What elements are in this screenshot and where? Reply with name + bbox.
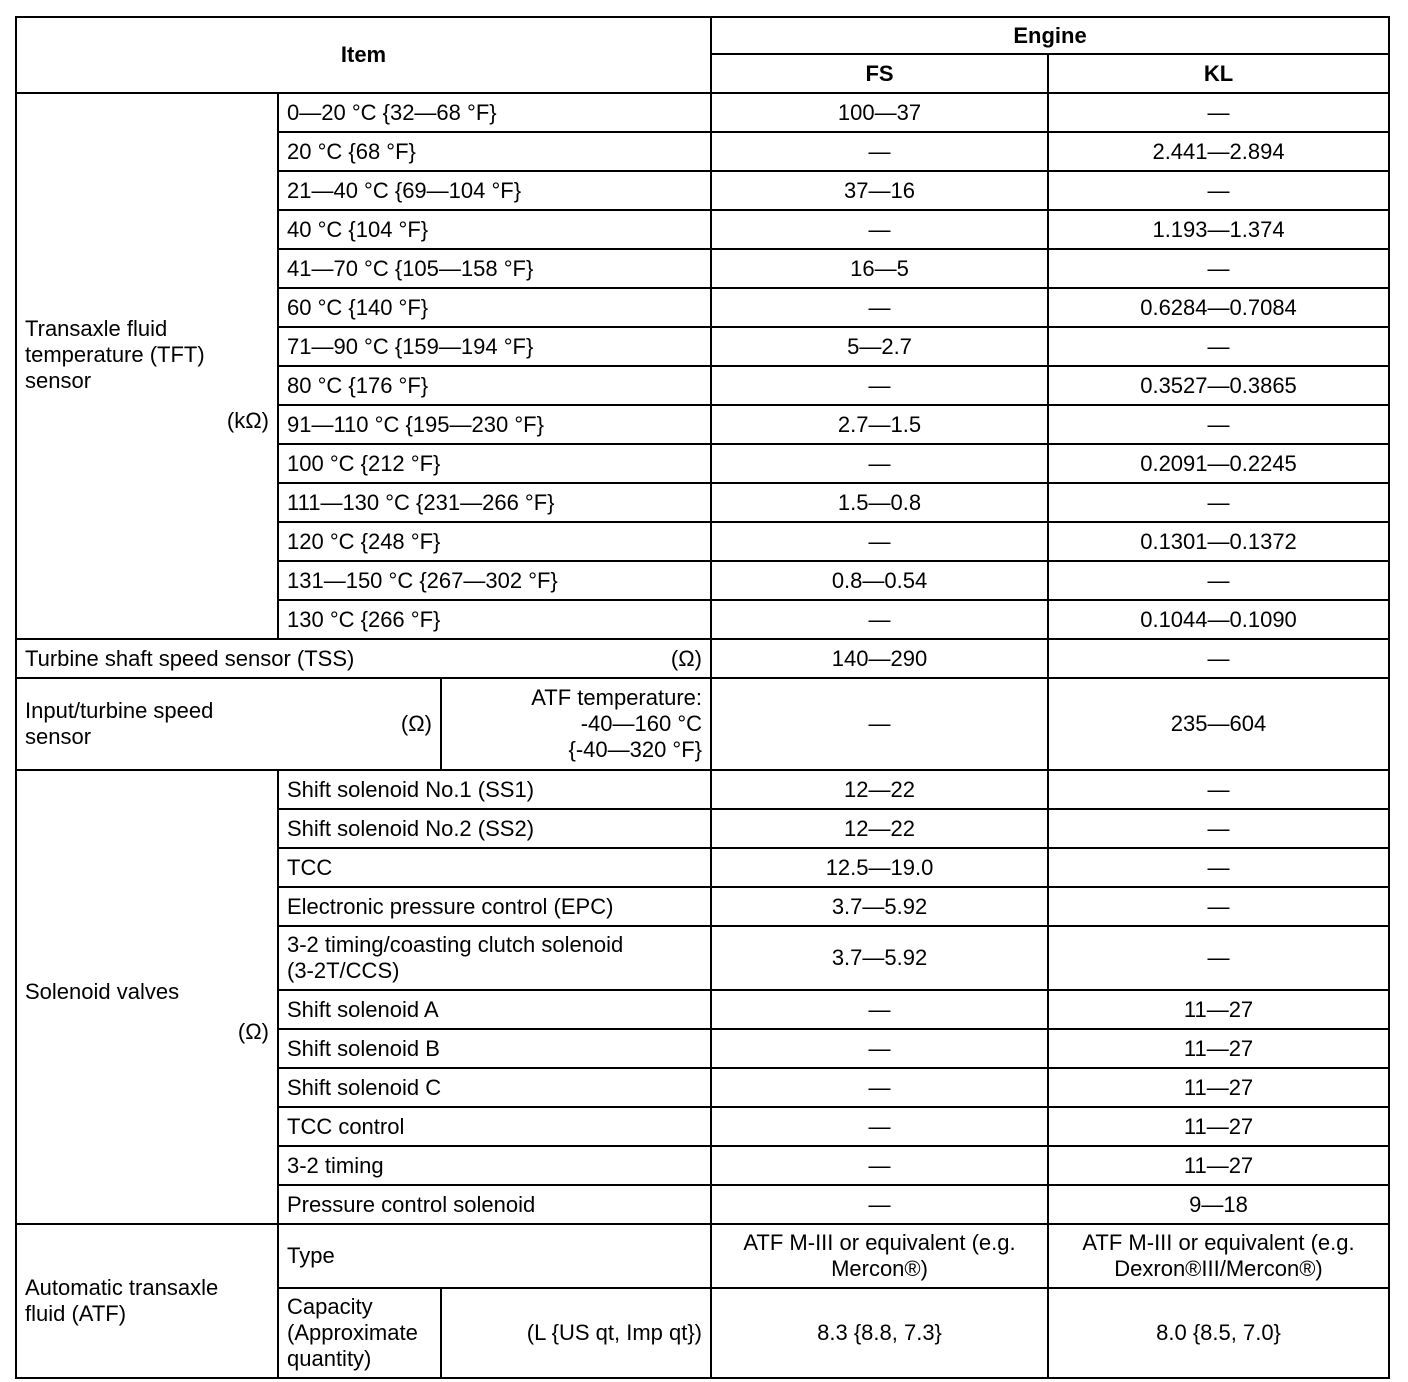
tft-label-line: sensor xyxy=(25,368,92,393)
atf-capacity-label xyxy=(278,1288,441,1378)
solenoid-name: TCC xyxy=(278,848,711,887)
solenoid-name: Shift solenoid C xyxy=(278,1068,711,1107)
tft-kl-value: 0.1044—0.1090 xyxy=(1048,600,1389,639)
solenoid-name: Electronic pressure control (EPC) xyxy=(278,887,711,926)
tft-fs-value: — xyxy=(711,600,1048,639)
tft-sensor-label xyxy=(16,93,278,639)
atf-label-line: fluid (ATF) xyxy=(25,1301,127,1326)
specification-table xyxy=(15,16,1390,1379)
tft-label-line: temperature (TFT) xyxy=(25,342,205,367)
tft-fs-value: 37—16 xyxy=(711,171,1048,210)
solenoid-fs-value: 3.7—5.92 xyxy=(711,887,1048,926)
tft-fs-value: 0.8—0.54 xyxy=(711,561,1048,600)
table-row xyxy=(16,1224,1389,1288)
solenoid-name: Pressure control solenoid xyxy=(278,1185,711,1224)
solenoid-name xyxy=(278,926,711,990)
header-fs: FS xyxy=(711,54,1048,93)
solenoid-fs-value: — xyxy=(711,1185,1048,1224)
solenoid-name: Shift solenoid A xyxy=(278,990,711,1029)
solenoid-name: TCC control xyxy=(278,1107,711,1146)
tft-temp: 20 °C {68 °F} xyxy=(278,132,711,171)
condition-line: ATF temperature: xyxy=(531,685,703,710)
input-speed-condition xyxy=(441,678,711,770)
atf-type-fs-line: ATF M-III or equivalent (e.g. xyxy=(743,1230,1016,1255)
solenoid-fs-value: 12—22 xyxy=(711,809,1048,848)
tft-unit: (kΩ) xyxy=(226,408,269,433)
tft-fs-value: 1.5—0.8 xyxy=(711,483,1048,522)
atf-type-kl-line: Dexron®III/Mercon®) xyxy=(1114,1256,1323,1281)
tft-temp: 41—70 °C {105—158 °F} xyxy=(278,249,711,288)
table-row xyxy=(16,770,1389,809)
atf-type-fs xyxy=(711,1224,1048,1288)
tft-fs-value: 5—2.7 xyxy=(711,327,1048,366)
input-speed-label-line: Input/turbine speed xyxy=(25,698,214,723)
tft-temp: 0—20 °C {32—68 °F} xyxy=(278,93,711,132)
solenoid-fs-value: 3.7—5.92 xyxy=(711,926,1048,990)
atf-type-fs-line: Mercon®) xyxy=(831,1256,928,1281)
tft-kl-value: — xyxy=(1048,171,1389,210)
solenoid-kl-value: — xyxy=(1048,926,1389,990)
solenoid-name: 3-2 timing xyxy=(278,1146,711,1185)
atf-type-kl-line: ATF M-III or equivalent (e.g. xyxy=(1082,1230,1355,1255)
tft-kl-value: — xyxy=(1048,561,1389,600)
tft-temp: 80 °C {176 °F} xyxy=(278,366,711,405)
tss-fs-value: 140—290 xyxy=(711,639,1048,678)
atf-capacity-kl: 8.0 {8.5, 7.0} xyxy=(1048,1288,1389,1378)
tft-temp: 91—110 °C {195—230 °F} xyxy=(278,405,711,444)
solenoid-kl-value: 11—27 xyxy=(1048,1029,1389,1068)
tft-temp: 130 °C {266 °F} xyxy=(278,600,711,639)
tft-kl-value: — xyxy=(1048,483,1389,522)
solenoid-name: Shift solenoid B xyxy=(278,1029,711,1068)
solenoid-unit: (Ω) xyxy=(237,1019,269,1044)
tss-unit: (Ω) xyxy=(670,645,703,671)
tft-kl-value: 1.193—1.374 xyxy=(1048,210,1389,249)
tft-kl-value: 0.6284—0.7084 xyxy=(1048,288,1389,327)
header-kl: KL xyxy=(1048,54,1389,93)
solenoid-kl-value: 11—27 xyxy=(1048,1146,1389,1185)
atf-label xyxy=(16,1224,278,1378)
tft-fs-value: 16—5 xyxy=(711,249,1048,288)
tft-temp: 131—150 °C {267—302 °F} xyxy=(278,561,711,600)
solenoid-kl-value: 11—27 xyxy=(1048,990,1389,1029)
solenoid-valves-label xyxy=(16,770,278,1224)
atf-label-line: Automatic transaxle xyxy=(25,1275,219,1300)
atf-capacity-line: (Approximate xyxy=(287,1320,418,1345)
solenoid-kl-value: — xyxy=(1048,887,1389,926)
table-row xyxy=(16,678,1389,770)
atf-capacity-line: Capacity xyxy=(287,1294,373,1319)
tft-label-line: Transaxle fluid xyxy=(25,316,168,341)
input-speed-label-line: sensor xyxy=(25,724,92,749)
tft-fs-value: 2.7—1.5 xyxy=(711,405,1048,444)
solenoid-kl-value: — xyxy=(1048,848,1389,887)
tft-temp: 120 °C {248 °F} xyxy=(278,522,711,561)
solenoid-fs-value: 12.5—19.0 xyxy=(711,848,1048,887)
tft-temp: 40 °C {104 °F} xyxy=(278,210,711,249)
atf-capacity-unit: (L {US qt, Imp qt}) xyxy=(441,1288,711,1378)
solenoid-fs-value: — xyxy=(711,1068,1048,1107)
header-item: Item xyxy=(16,17,711,93)
solenoid-kl-value: 9—18 xyxy=(1048,1185,1389,1224)
tss-label: Turbine shaft speed sensor (TSS) xyxy=(25,645,355,671)
tft-fs-value: — xyxy=(711,132,1048,171)
tft-fs-value: — xyxy=(711,522,1048,561)
tft-kl-value: 0.1301—0.1372 xyxy=(1048,522,1389,561)
tss-kl-value: — xyxy=(1048,639,1389,678)
tft-temp: 71—90 °C {159—194 °F} xyxy=(278,327,711,366)
tft-kl-value: 0.2091—0.2245 xyxy=(1048,444,1389,483)
condition-line: -40—160 °C xyxy=(580,711,703,736)
input-speed-label-cell xyxy=(16,678,441,770)
solenoid-kl-value: 11—27 xyxy=(1048,1068,1389,1107)
tft-kl-value: — xyxy=(1048,93,1389,132)
solenoid-name: Shift solenoid No.1 (SS1) xyxy=(278,770,711,809)
tft-kl-value: — xyxy=(1048,327,1389,366)
tft-fs-value: — xyxy=(711,210,1048,249)
solenoid-fs-value: — xyxy=(711,1146,1048,1185)
solenoid-fs-value: — xyxy=(711,1029,1048,1068)
header-engine: Engine xyxy=(711,17,1389,54)
input-speed-fs-value: — xyxy=(711,678,1048,770)
solenoid-kl-value: — xyxy=(1048,809,1389,848)
condition-line: {-40—320 °F} xyxy=(568,737,703,762)
solenoid-name: Shift solenoid No.2 (SS2) xyxy=(278,809,711,848)
solenoid-kl-value: — xyxy=(1048,770,1389,809)
tft-temp: 111—130 °C {231—266 °F} xyxy=(278,483,711,522)
atf-type-kl xyxy=(1048,1224,1389,1288)
atf-capacity-line: quantity) xyxy=(287,1346,372,1371)
tft-fs-value: — xyxy=(711,288,1048,327)
solenoid-name-line: (3-2T/CCS) xyxy=(287,958,400,983)
table-row xyxy=(16,93,1389,132)
tft-kl-value: 2.441—2.894 xyxy=(1048,132,1389,171)
atf-capacity-fs: 8.3 {8.8, 7.3} xyxy=(711,1288,1048,1378)
input-speed-unit: (Ω) xyxy=(400,711,432,736)
solenoid-kl-value: 11—27 xyxy=(1048,1107,1389,1146)
tft-kl-value: — xyxy=(1048,249,1389,288)
tft-temp: 100 °C {212 °F} xyxy=(278,444,711,483)
tss-label-cell xyxy=(16,639,711,678)
tft-temp: 60 °C {140 °F} xyxy=(278,288,711,327)
tft-temp: 21—40 °C {69—104 °F} xyxy=(278,171,711,210)
solenoid-fs-value: — xyxy=(711,1107,1048,1146)
tft-kl-value: — xyxy=(1048,405,1389,444)
tft-fs-value: — xyxy=(711,366,1048,405)
solenoid-name-line: 3-2 timing/coasting clutch solenoid xyxy=(287,932,624,957)
tft-fs-value: — xyxy=(711,444,1048,483)
tft-fs-value: 100—37 xyxy=(711,93,1048,132)
tft-kl-value: 0.3527—0.3865 xyxy=(1048,366,1389,405)
solenoid-fs-value: — xyxy=(711,990,1048,1029)
atf-type-label: Type xyxy=(278,1224,711,1288)
table-row xyxy=(16,639,1389,678)
solenoid-label-text: Solenoid valves xyxy=(25,979,180,1004)
input-speed-kl-value: 235—604 xyxy=(1048,678,1389,770)
solenoid-fs-value: 12—22 xyxy=(711,770,1048,809)
